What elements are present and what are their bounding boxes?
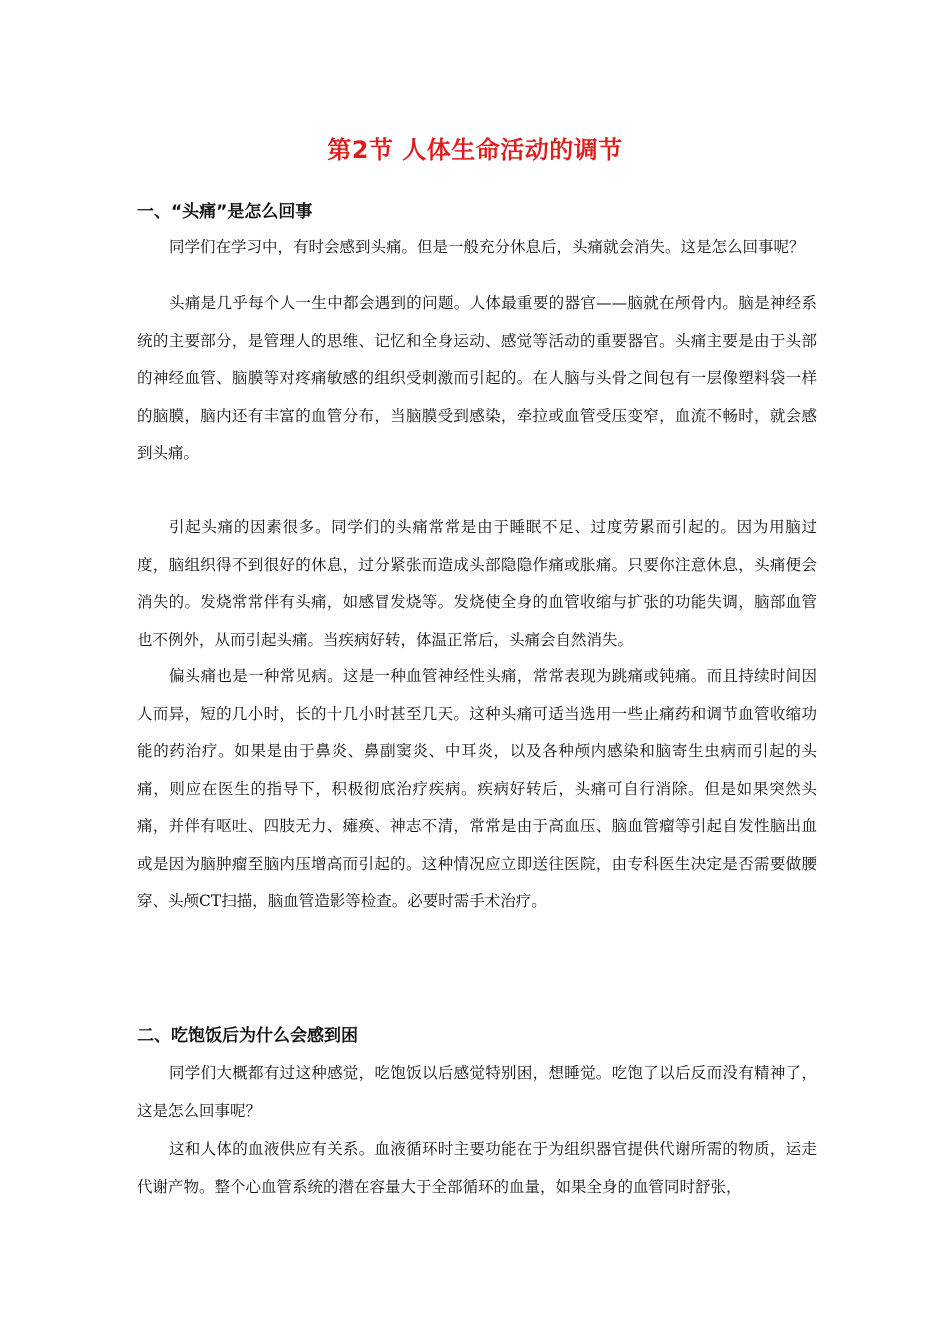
paragraph: 引起头痛的因素很多。同学们的头痛常常是由于睡眠不足、过度劳累而引起的。因为用脑过度，脑组织得不到很好的休息，过分紧张而造成头部隐隐作痛或胀痛。只要你注意休息，头痛便会消失的。发烧常常伴有头痛，如感冒发烧等。发烧使全身的血管收缩与扩张的功能失调，脑部血管也不例外，从而引起头痛。当疾病好转，体温正常后，头痛会自然消失。: [137, 518, 817, 649]
paragraph: 这和人体的血液供应有关系。血液循环时主要功能在于为组织器官提供代谢所需的物质，运走代谢产物。整个心血管系统的潜在容量大于全部循环的血量，如果全身的血管同时舒张，: [137, 1140, 817, 1196]
page-title: 第2节 人体生命活动的调节: [327, 136, 623, 164]
section-heading-sleepy-after-meal: 二、吃饱饭后为什么会感到困: [137, 1026, 358, 1046]
paragraph: 同学们在学习中，有时会感到头痛。但是一般充分休息后，头痛就会消失。这是怎么回事呢？: [169, 238, 805, 256]
section-heading-headache: 一、“头痛”是怎么回事: [137, 202, 313, 222]
paragraph: 同学们大概都有过这种感觉，吃饱饭以后感觉特别困，想睡觉。吃饱了以后反而没有精神了，这是怎么回事呢？: [137, 1064, 817, 1120]
paragraph: 偏头痛也是一种常见病。这是一种血管神经性头痛，常常表现为跳痛或钝痛。而且持续时间因人而异，短的几小时，长的十几小时甚至几天。这种头痛可适当选用一些止痛药和调节血管收缩功能的药治疗。如果是由于鼻炎、鼻副窦炎、中耳炎，以及各种颅内感染和脑寄生虫病而引起的头痛，则应在医生的指导下，积极彻底治疗疾病。疾病好转后，头痛可自行消除。但是如果突然头痛，并伴有呕吐、四肢无力、瘫痪、神志不清，常常是由于高血压、脑血管瘤等引起自发性脑出血或是因为脑肿瘤至脑内压增高而引起的。这种情况应立即送往医院，由专科医生决定是否需要做腰穿、头颅CT扫描，脑血管造影等检查。必要时需手术治疗。: [137, 667, 817, 910]
paragraph: 头痛是几乎每个人一生中都会遇到的问题。人体最重要的器官——脑就在颅骨内。脑是神经系统的主要部分，是管理人的思维、记忆和全身运动、感觉等活动的重要器官。头痛主要是由于头部的神经血管、脑膜等对疼痛敏感的组织受刺激而引起的。在人脑与头骨之间包有一层像塑料袋一样的脑膜，脑内还有丰富的血管分布，当脑膜受到感染，牵拉或血管受压变窄，血流不畅时，就会感到头痛。: [137, 294, 817, 462]
